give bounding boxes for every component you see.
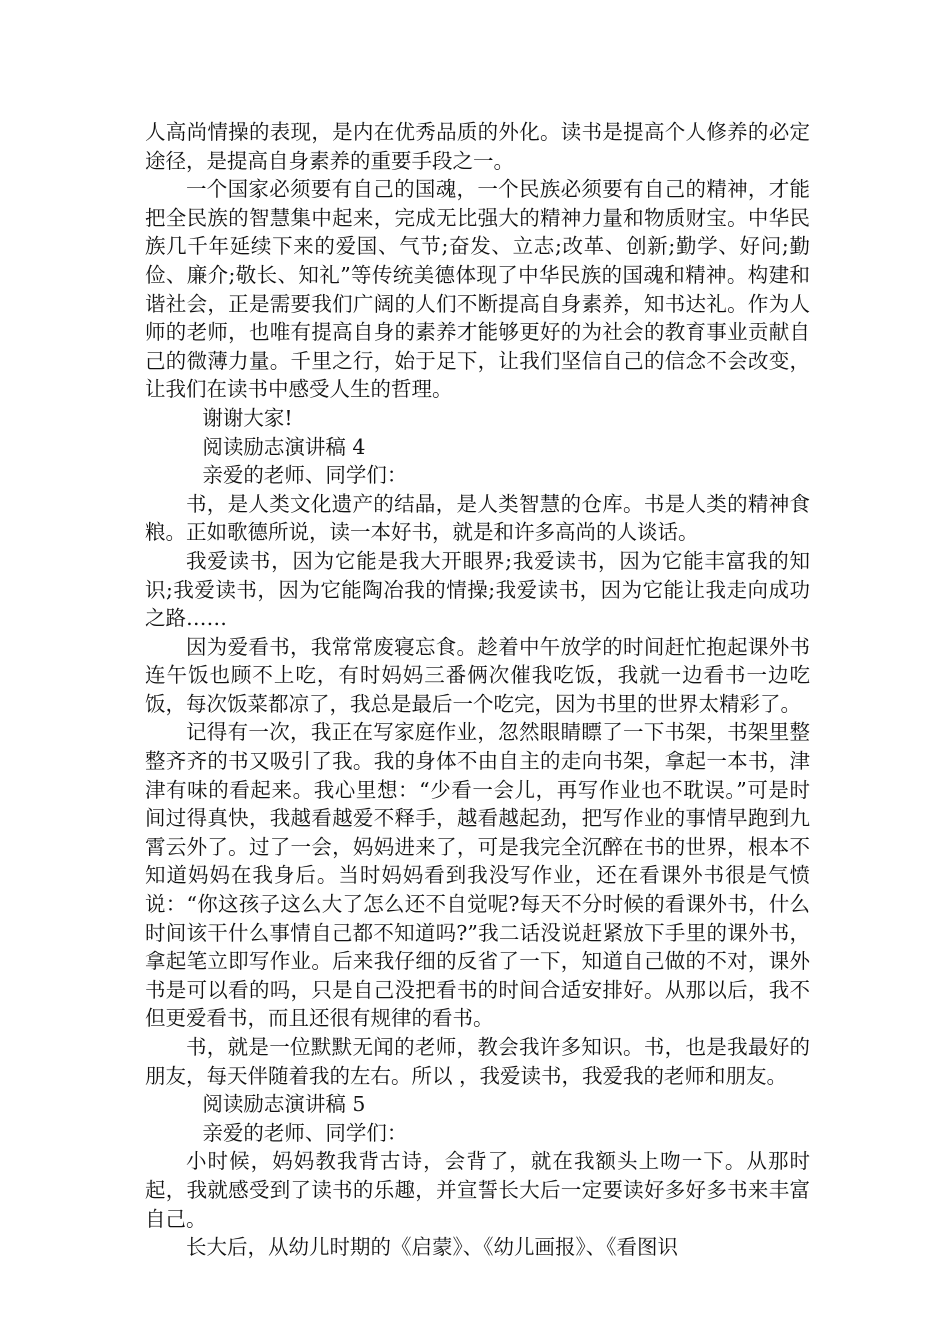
- paragraph-book-teacher: 书，就是一位默默无闻的老师，教会我许多知识。书，也是我最好的朋友，每天伴随着我的左右。所以 ，我爱读书，我爱我的老师和朋友。: [145, 1035, 810, 1088]
- speech-heading-5: 阅读励志演讲稿 5: [202, 1092, 366, 1117]
- paragraph-forget-meals: 因为爱看书，我常常废寝忘食。趁着中午放学的时间赶忙抱起课外书连午饭也顾不上吃，有时妈妈三番俩次催我吃饭，我就一边看书一边吃饭，每次饭菜都凉了，我总是最后一个吃完，因为书里的世界太精彩了。: [145, 634, 810, 716]
- salutation-4: 亲爱的老师、同学们：: [202, 463, 408, 488]
- paragraph-national-spirit: 一个国家必须要有自己的国魂，一个民族必须要有自己的精神，才能把全民族的智慧集中起来，完成无比强大的精神力量和物质财宝。中华民族几千年延续下来的爱国、气节;奋发、立志;改革、创新;勤学、好问;勤俭、廉介;敬长、知礼”等传统美德体现了中华民族的国魂和精神。构建和谐社会，正是需要我们广阔的人们不断提高自身素养，知书达礼。作为人师的老师，也唯有提高自身的素养才能够更好的为社会的教育事业贡献自己的微薄力量。千里之行，始于足下，让我们坚信自己的信念不会改变，让我们在读书中感受人生的哲理。: [145, 177, 810, 402]
- paragraph-homework-story: 记得有一次，我正在写家庭作业，忽然眼睛瞟了一下书架，书架里整整齐齐的书又吸引了我。我的身体不由自主的走向书架，拿起一本书，津津有味的看起来。我心里想：“少看一会儿，再写作业也不耽误。”可是时间过得真快，我越看越爱不释手，越看越起劲，把写作业的事情早跑到九霄云外了。过了一会，妈妈进来了，可是我完全沉醉在书的世界，根本不知道妈妈在我身后。当时妈妈看到我没写作业，还在看课外书很是气愤说：“你这孩子这么大了怎么还不自觉呢?每天不分时候的看课外书，什么时间该干什么事情自己都不知道吗?”我二话没说赶紧放下手里的课外书，拿起笔立即写作业。后来我仔细的反省了一下，知道自己做的不对，课外书是可以看的吗，只是自己没把看书的时间合适安排好。从那以后，我不但更爱看书，而且还很有规律的看书。: [145, 720, 810, 1031]
- paragraph-love-reading: 我爱读书，因为它能是我大开眼界;我爱读书，因为它能丰富我的知识;我爱读书，因为它能陶冶我的情操;我爱读书，因为它能让我走向成功之路……: [145, 548, 810, 631]
- closing-thanks: 谢谢大家!: [202, 405, 293, 430]
- document-page: [145, 118, 810, 1262]
- paragraph-continuation: 人高尚情操的表现，是内在优秀品质的外化。读书是提高个人修养的必定途径，是提高自身素养的重要手段之一。: [145, 120, 810, 173]
- paragraph-childhood-poems: 小时候，妈妈教我背古诗，会背了，就在我额头上吻一下。从那时起，我就感受到了读书的乐趣，并宣誓长大后一定要读好多好多书来丰富自己。: [145, 1149, 810, 1231]
- paragraph-book-definition: 书，是人类文化遗产的结晶，是人类智慧的仓库。书是人类的精神食粮。正如歌德所说，读一本好书，就是和许多高尚的人谈话。: [145, 491, 810, 545]
- salutation-5: 亲爱的老师、同学们：: [202, 1120, 408, 1145]
- paragraph-growing-up: 长大后，从幼儿时期的《启蒙》、《幼儿画报》、《看图识: [186, 1235, 678, 1260]
- speech-heading-4: 阅读励志演讲稿 4: [202, 434, 366, 459]
